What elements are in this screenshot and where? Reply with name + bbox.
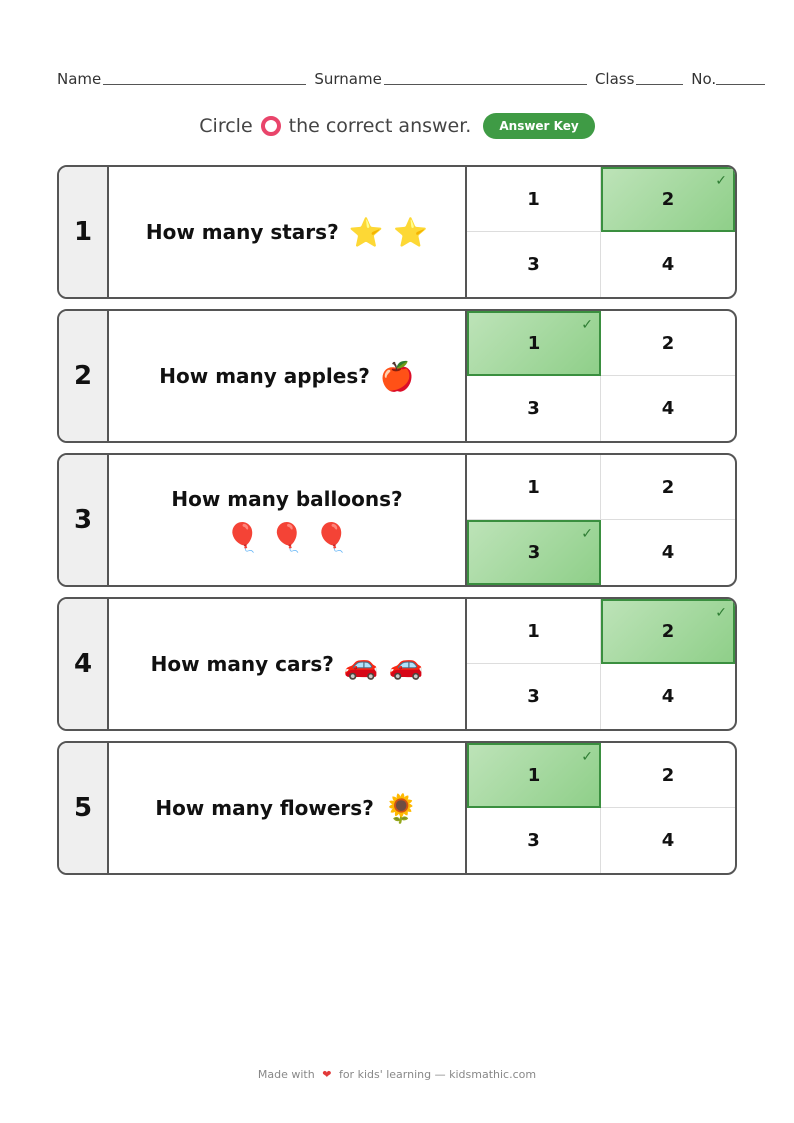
answer-option-label: 1 xyxy=(527,188,540,210)
instruction xyxy=(0,110,794,142)
answer-option-label: 3 xyxy=(527,686,540,707)
footer-text-after: for kids' learning — kidsmathic.com xyxy=(338,1068,537,1081)
class-label: Class xyxy=(594,70,635,88)
instruction-text-before: Circle xyxy=(199,115,253,137)
answer-option[interactable] xyxy=(467,232,601,297)
answer-option[interactable] xyxy=(467,599,601,664)
answer-option[interactable] xyxy=(601,520,735,585)
question-number: 3 xyxy=(59,455,109,585)
answer-option[interactable] xyxy=(467,311,601,376)
answer-option-label: 3 xyxy=(527,542,541,563)
question-text-cell xyxy=(109,167,467,297)
answer-option-label: 1 xyxy=(527,476,540,498)
student-info-row xyxy=(57,68,773,88)
question-text-cell xyxy=(109,455,467,585)
answer-option-label: 4 xyxy=(661,830,675,851)
checkmark-icon: ✓ xyxy=(581,526,593,542)
question-picture: 🎈 🎈 🎈 xyxy=(224,520,350,554)
question-picture: ⭐ ⭐ xyxy=(348,215,429,249)
answer-option[interactable] xyxy=(601,808,735,873)
answer-option-label: 2 xyxy=(661,189,675,210)
answer-grid xyxy=(467,455,735,585)
question-row xyxy=(57,741,737,875)
answer-option-label: 1 xyxy=(527,765,541,786)
answer-option[interactable] xyxy=(601,664,735,729)
question-row xyxy=(57,597,737,731)
checkmark-icon: ✓ xyxy=(715,605,727,621)
answer-option-label: 2 xyxy=(661,332,675,354)
question-text-cell xyxy=(109,599,467,729)
footer-text-before: Made with xyxy=(257,1068,315,1081)
question-picture: 🌻 xyxy=(383,791,419,825)
answer-option-label: 4 xyxy=(661,398,675,419)
answer-grid xyxy=(467,743,735,873)
question-text-cell xyxy=(109,311,467,441)
answer-option-label: 1 xyxy=(527,620,540,642)
answer-option-label: 4 xyxy=(661,254,675,275)
question-text: How many stars? xyxy=(145,220,339,244)
question-number: 1 xyxy=(59,167,109,297)
question-text: How many flowers? xyxy=(155,796,374,820)
number-field[interactable] xyxy=(716,83,765,85)
question-text: How many balloons? xyxy=(171,486,403,511)
answer-option[interactable] xyxy=(467,167,601,232)
answer-option[interactable] xyxy=(467,664,601,729)
question-picture: 🍎 xyxy=(379,359,415,393)
question-text: How many cars? xyxy=(150,652,334,676)
answer-option-label: 2 xyxy=(661,476,675,498)
question-number: 4 xyxy=(59,599,109,729)
name-field[interactable] xyxy=(103,83,306,85)
surname-field[interactable] xyxy=(384,83,587,85)
answer-option[interactable] xyxy=(467,808,601,873)
answer-option-label: 2 xyxy=(661,764,675,786)
heart-icon: ❤ xyxy=(322,1068,332,1081)
answer-option-label: 1 xyxy=(527,333,541,354)
answer-option[interactable] xyxy=(467,743,601,808)
answer-option-label: 3 xyxy=(527,398,540,419)
answer-option-label: 4 xyxy=(661,542,675,563)
answer-option-label: 4 xyxy=(661,686,675,707)
instruction-text-after: the correct answer. xyxy=(288,115,472,137)
question-picture: 🚗 🚗 xyxy=(343,647,424,681)
question-list xyxy=(57,165,737,885)
question-row xyxy=(57,309,737,443)
checkmark-icon: ✓ xyxy=(581,749,593,765)
answer-key-badge: Answer Key xyxy=(483,113,594,139)
answer-grid xyxy=(467,167,735,297)
answer-option[interactable] xyxy=(467,376,601,441)
circle-icon xyxy=(261,116,281,136)
number-label: No. xyxy=(691,70,717,88)
answer-option[interactable] xyxy=(601,455,735,520)
answer-option[interactable] xyxy=(601,599,735,664)
answer-option[interactable] xyxy=(601,743,735,808)
footer xyxy=(0,1068,794,1081)
answer-grid xyxy=(467,599,735,729)
question-row xyxy=(57,453,737,587)
answer-option[interactable] xyxy=(601,311,735,376)
checkmark-icon: ✓ xyxy=(581,317,593,333)
class-field[interactable] xyxy=(636,83,683,85)
answer-option[interactable] xyxy=(601,167,735,232)
answer-option-label: 2 xyxy=(661,621,675,642)
question-text-cell xyxy=(109,743,467,873)
question-row xyxy=(57,165,737,299)
question-number: 5 xyxy=(59,743,109,873)
answer-option[interactable] xyxy=(601,376,735,441)
answer-grid xyxy=(467,311,735,441)
answer-option-label: 3 xyxy=(527,254,540,275)
answer-option[interactable] xyxy=(601,232,735,297)
question-text: How many apples? xyxy=(159,364,370,388)
answer-option[interactable] xyxy=(467,455,601,520)
question-number: 2 xyxy=(59,311,109,441)
answer-option[interactable] xyxy=(467,520,601,585)
answer-option-label: 3 xyxy=(527,830,540,851)
name-label: Name xyxy=(57,70,102,88)
surname-label: Surname xyxy=(314,70,382,88)
checkmark-icon: ✓ xyxy=(715,173,727,189)
